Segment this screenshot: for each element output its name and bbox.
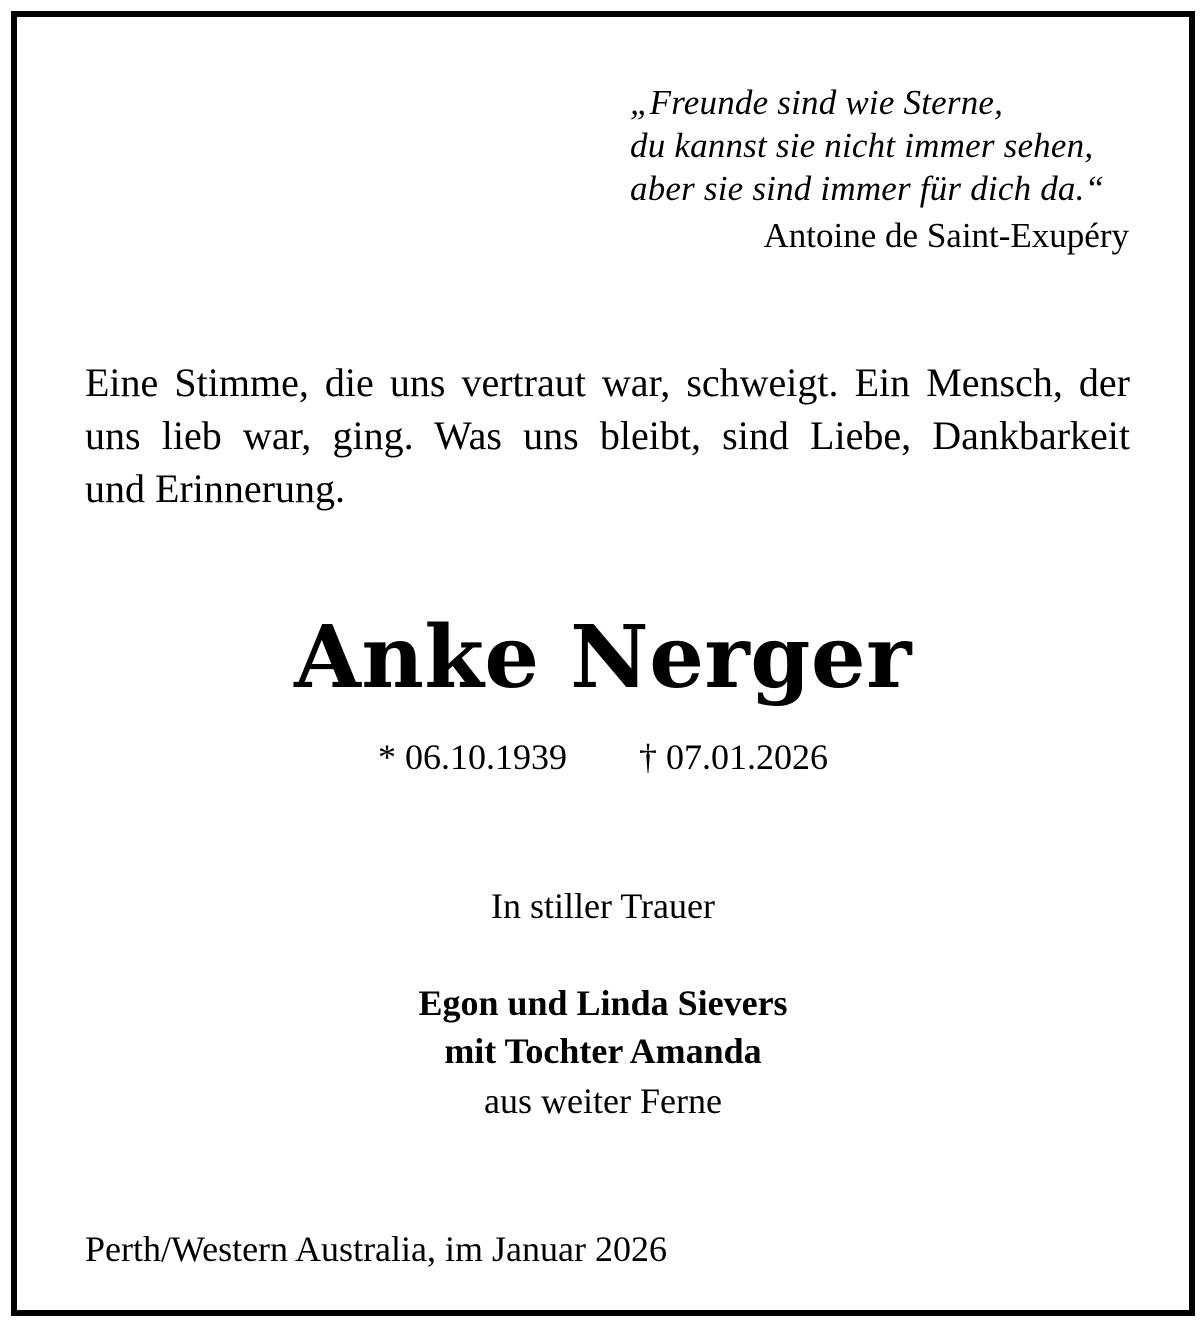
intro-line-3: und Erinnerung.	[85, 466, 345, 511]
obituary-frame	[11, 11, 1195, 1316]
deceased-name: Anke Nerger	[294, 607, 912, 708]
quote-block	[630, 81, 1130, 210]
quote-author: Antoine de Saint-Exupéry	[763, 216, 1129, 255]
intro-text	[85, 356, 1130, 515]
mourner-note: aus weiter Ferne	[484, 1081, 722, 1121]
quote-line-2: du kannst sie nicht immer sehen,	[630, 126, 1094, 165]
intro-line-2: uns lieb war, ging. Was uns bleibt, sind Liebe, Dankbarkeit	[85, 413, 1130, 458]
quote-line-1: „Freunde sind wie Sterne,	[630, 83, 1004, 122]
birth-date: * 06.10.1939	[378, 737, 567, 777]
intro-line-1: Eine Stimme, die uns vertraut war, schweigt. Ein Mensch, der	[85, 360, 1130, 405]
mourning-heading: In stiller Trauer	[491, 886, 715, 926]
quote-line-3: aber sie sind immer für dich da.“	[630, 169, 1105, 208]
mourner-daughter: mit Tochter Amanda	[444, 1031, 762, 1071]
place-and-date: Perth/Western Australia, im Januar 2026	[85, 1229, 667, 1269]
mourner-names: Egon und Linda Sievers	[418, 983, 788, 1023]
life-dates	[17, 735, 1189, 779]
death-date: † 07.01.2026	[639, 737, 828, 777]
